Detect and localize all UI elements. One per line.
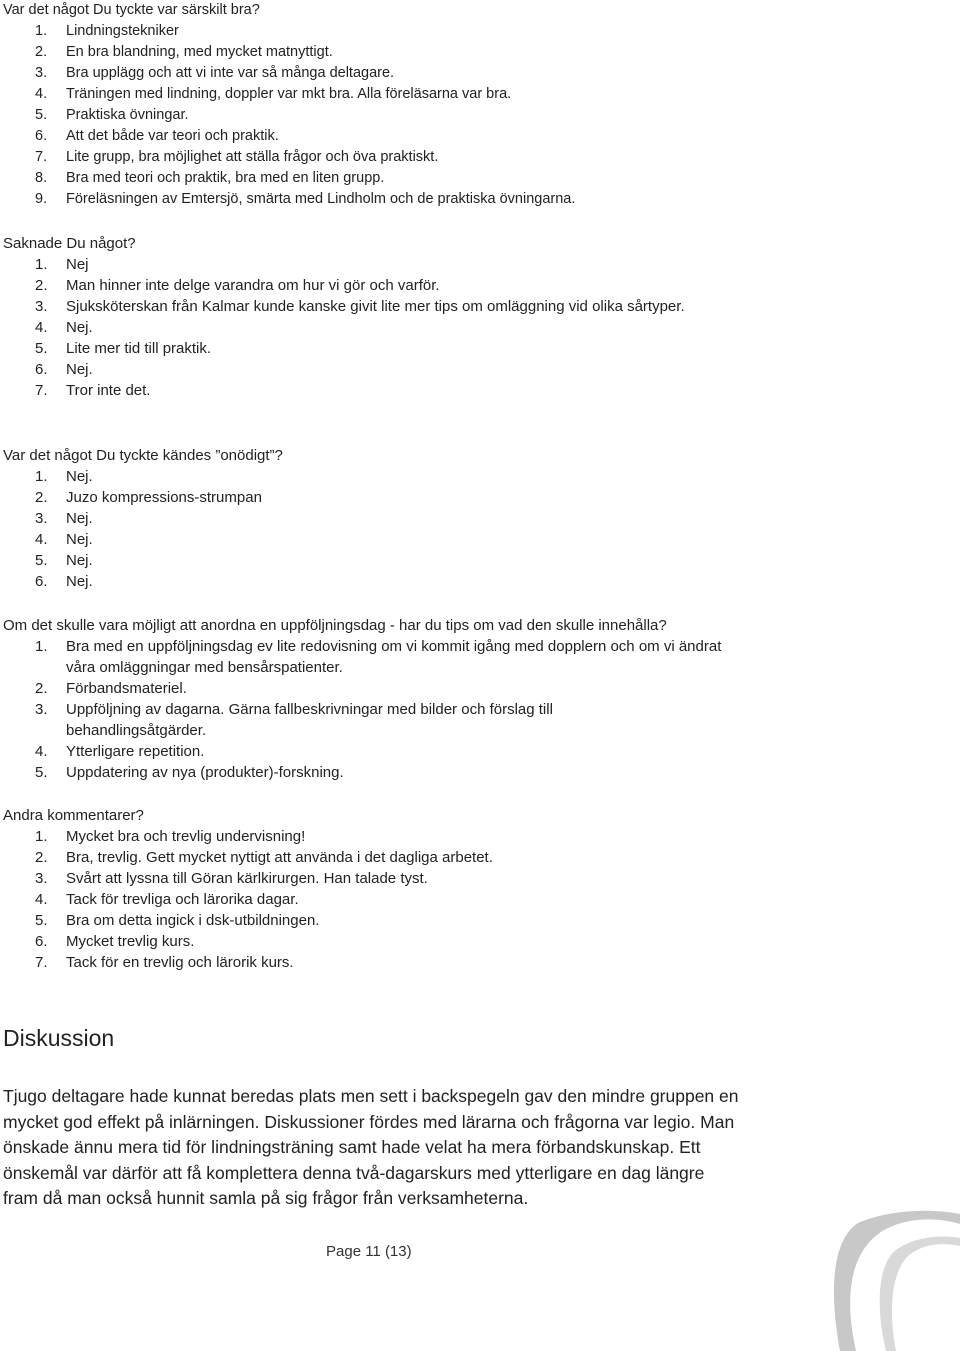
item-text: Nej. [66, 573, 93, 590]
item-number: 8. [35, 170, 48, 186]
list-item [3, 275, 943, 296]
item-number: 3. [35, 298, 48, 315]
page-number: Page 11 (13) [326, 1243, 412, 1260]
item-number: 4. [35, 86, 48, 102]
item-number: 1. [35, 23, 48, 39]
item-number: 5. [35, 340, 48, 357]
answer-list [3, 636, 943, 783]
list-item [3, 571, 943, 592]
discussion-heading: Diskussion [3, 1025, 115, 1051]
item-number: 5. [35, 912, 48, 929]
list-item [3, 126, 943, 147]
list-item [3, 254, 943, 275]
question-heading: Saknade Du något? [3, 235, 136, 252]
discussion-paragraph: Tjugo deltagare hade kunnat beredas plats men sett i backspegeln gav den mindre gruppen en mycket god effekt på inlärningen. Diskussioner fördes med lärarna och frågorna var legio. Man önskade ännu mera tid för lindningsträning samt hade velat ha mera förbandskunskap. Ett önskemål var därför att få komplettera denna två-dagarskurs med ytterligare en dag längre fram då man också hunnit samla på sig frågor från verksamheterna. [3, 1086, 739, 1208]
item-number: 6. [35, 573, 48, 590]
item-number: 5. [35, 107, 48, 123]
item-number: 1. [35, 638, 48, 655]
item-number: 5. [35, 764, 48, 781]
list-item [3, 636, 726, 678]
item-number: 7. [35, 954, 48, 971]
item-number: 3. [35, 510, 48, 527]
list-item [3, 741, 943, 762]
item-text: En bra blandning, med mycket matnyttigt. [66, 44, 333, 60]
item-text: Tror inte det. [66, 382, 151, 399]
list-item [3, 508, 943, 529]
item-number: 3. [35, 701, 48, 718]
logo-swoosh-inner [880, 1237, 960, 1351]
item-number: 2. [35, 680, 48, 697]
item-text: Juzo kompressions-strumpan [66, 489, 262, 506]
question-section-particularly-good [3, 0, 943, 210]
list-item [3, 826, 943, 847]
item-text: Bra upplägg och att vi inte var så många deltagare. [66, 65, 395, 81]
list-item [3, 910, 943, 931]
item-number: 1. [35, 468, 48, 485]
item-text: Praktiska övningar. [66, 107, 189, 123]
item-text: Nej. [66, 361, 93, 378]
item-text: Bra med teori och praktik, bra med en liten grupp. [66, 170, 385, 186]
item-text: Man hinner inte delge varandra om hur vi gör och varför. [66, 277, 440, 294]
item-text: Uppdatering av nya (produkter)-forskning. [66, 764, 344, 781]
curved-swoosh-logo [800, 1210, 960, 1351]
item-number: 6. [35, 128, 48, 144]
list-item [3, 84, 943, 105]
question-section-unnecessary [3, 445, 943, 592]
item-text: Tack för trevliga och lärorika dagar. [66, 891, 299, 908]
list-item [3, 868, 943, 889]
list-item [3, 699, 666, 741]
question-heading: Var det något Du tyckte kändes ”onödigt”? [3, 447, 283, 464]
item-number: 4. [35, 531, 48, 548]
item-text: Nej. [66, 552, 93, 569]
question-section-other-comments [3, 805, 943, 973]
item-text: Ytterligare repetition. [66, 743, 205, 760]
question-section-follow-up-day [3, 615, 943, 783]
item-text: Uppföljning av dagarna. Gärna fallbeskrivningar med bilder och förslag till behandlingsåtgärder. [66, 701, 553, 739]
item-text: Nej. [66, 468, 93, 485]
answer-list [3, 21, 943, 210]
list-item [3, 317, 943, 338]
item-number: 7. [35, 382, 48, 399]
question-heading: Om det skulle vara möjligt att anordna en uppföljningsdag - har du tips om vad den skulle innehålla? [3, 617, 667, 634]
item-text: Sjuksköterskan från Kalmar kunde kanske givit lite mer tips om omläggning vid olika sårtyper. [66, 298, 685, 315]
list-item [3, 359, 943, 380]
answer-list [3, 466, 943, 592]
item-number: 7. [35, 149, 48, 165]
list-item [3, 189, 943, 210]
item-text: Bra, trevlig. Gett mycket nyttigt att använda i det dagliga arbetet. [66, 849, 493, 866]
item-number: 5. [35, 552, 48, 569]
item-number: 4. [35, 319, 48, 336]
logo-swoosh-outer [834, 1211, 960, 1351]
item-text: Nej [66, 256, 89, 273]
item-text: Träningen med lindning, doppler var mkt bra. Alla föreläsarna var bra. [66, 86, 512, 102]
item-text: Lite mer tid till praktik. [66, 340, 212, 357]
item-text: Nej. [66, 510, 93, 527]
list-item [3, 380, 943, 401]
question-heading: Var det något Du tyckte var särskilt bra? [3, 2, 260, 18]
list-item [3, 762, 943, 783]
list-item [3, 63, 943, 84]
item-number: 1. [35, 256, 48, 273]
list-item [3, 847, 943, 868]
question-heading: Andra kommentarer? [3, 807, 144, 824]
list-item [3, 147, 943, 168]
question-section-missing [3, 233, 943, 401]
list-item [3, 466, 943, 487]
list-item [3, 42, 943, 63]
item-number: 4. [35, 743, 48, 760]
item-text: Svårt att lyssna till Göran kärlkirurgen. Han talade tyst. [66, 870, 428, 887]
item-text: Nej. [66, 319, 93, 336]
item-number: 1. [35, 828, 48, 845]
item-number: 2. [35, 489, 48, 506]
item-text: Förbandsmateriel. [66, 680, 187, 697]
item-text: Lite grupp, bra möjlighet att ställa frågor och öva praktiskt. [66, 149, 439, 165]
item-text: Nej. [66, 531, 93, 548]
item-number: 4. [35, 891, 48, 908]
item-number: 2. [35, 277, 48, 294]
list-item [3, 529, 943, 550]
item-number: 3. [35, 870, 48, 887]
item-text: Att det både var teori och praktik. [66, 128, 279, 144]
item-number: 6. [35, 933, 48, 950]
list-item [3, 21, 943, 42]
list-item [3, 931, 943, 952]
list-item [3, 168, 943, 189]
item-text: Lindningstekniker [66, 23, 179, 39]
item-text: Tack för en trevlig och lärorik kurs. [66, 954, 294, 971]
list-item [3, 105, 943, 126]
list-item [3, 678, 943, 699]
list-item [3, 487, 943, 508]
item-text: Mycket trevlig kurs. [66, 933, 195, 950]
item-number: 9. [35, 191, 48, 207]
item-text: Bra om detta ingick i dsk-utbildningen. [66, 912, 320, 929]
item-number: 6. [35, 361, 48, 378]
item-text: Mycket bra och trevlig undervisning! [66, 828, 306, 845]
item-number: 2. [35, 849, 48, 866]
item-text: Föreläsningen av Emtersjö, smärta med Lindholm och de praktiska övningarna. [66, 191, 576, 207]
list-item [3, 550, 943, 571]
list-item [3, 889, 943, 910]
answer-list [3, 826, 943, 973]
list-item [3, 338, 943, 359]
item-number: 3. [35, 65, 48, 81]
item-number: 2. [35, 44, 48, 60]
list-item [3, 952, 943, 973]
item-text: Bra med en uppföljningsdag ev lite redovisning om vi kommit igång med dopplern och om vi ändrat våra omläggningar med bensårspatienter. [66, 638, 722, 676]
answer-list [3, 254, 943, 401]
list-item [3, 296, 686, 317]
